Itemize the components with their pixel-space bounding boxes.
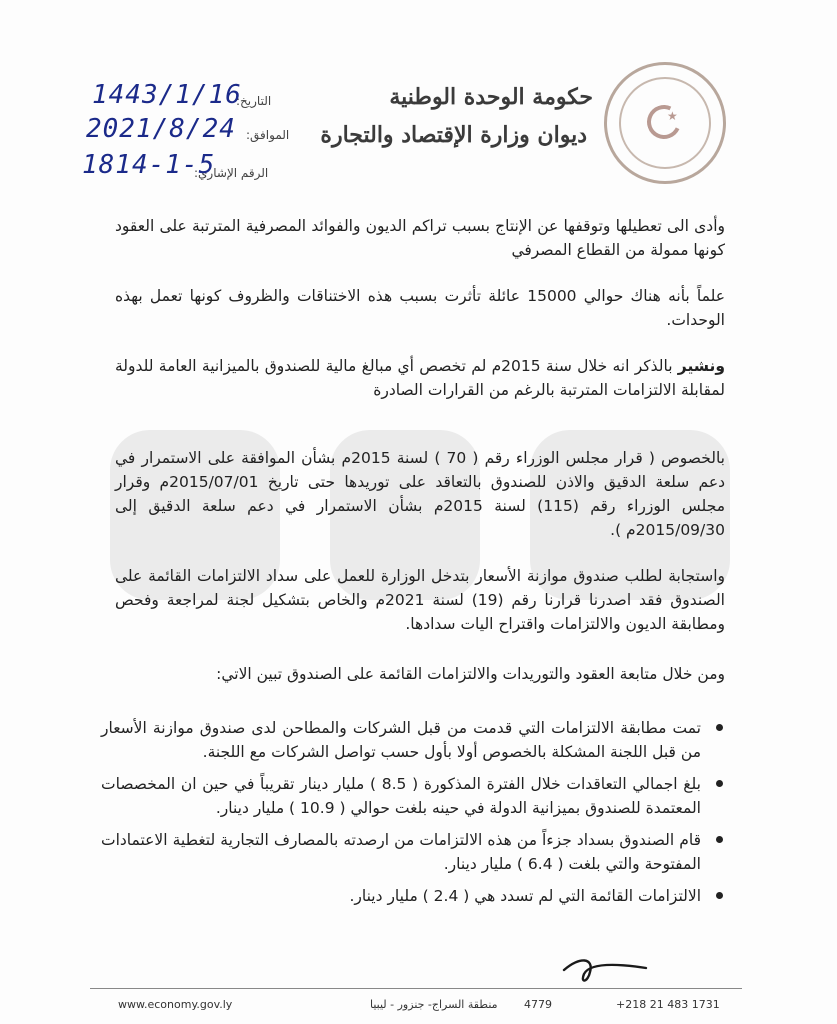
footer-divider xyxy=(90,988,742,989)
date-value: 1443/1/16 xyxy=(92,80,242,110)
list-item xyxy=(101,772,701,820)
list-item xyxy=(101,884,701,908)
paragraph-6: ومن خلال متابعة العقود والتوريدات والالتزامات القائمة على الصندوق تبين الاتي: xyxy=(216,665,725,683)
findings-list xyxy=(101,716,725,916)
paragraph-3-text: بالذكر انه خلال سنة 2015م لم تخصص أي مبالغ مالية للصندوق بالميزانية العامة للدولة لمقابلة الالتزامات المترتبة بالرغم من القرارات الصادرة xyxy=(115,357,725,399)
list-item-text: بلغ اجمالي التعاقدات خلال الفترة المذكورة ( 8.5 ) مليار دينار تقريباً في حين ان المخصصات المعتمدة للصندوق بميزانية الدولة في حينه بلغت حوالي ( 10.9 ) مليار دينار. xyxy=(101,775,701,817)
reference-label: الرقم الإشاري: xyxy=(194,166,269,180)
paragraph-1: وأدى الى تعطيلها وتوقفها عن الإنتاج بسبب تراكم الديون والفوائد المصرفية المترتبة على العقود كونها ممولة من القطاع المصرفي xyxy=(115,217,725,259)
signature-icon xyxy=(560,948,650,988)
footer-po-box: 4779 xyxy=(524,998,552,1011)
bullet-icon xyxy=(716,780,723,787)
website-link[interactable]: www.economy.gov.ly xyxy=(118,998,233,1011)
bullet-icon xyxy=(716,892,723,899)
corresponding-value: 2021/8/24 xyxy=(86,114,236,144)
bullet-icon xyxy=(716,724,723,731)
star-icon: ★ xyxy=(667,109,678,123)
paragraph-5: واستجابة لطلب صندوق موازنة الأسعار بتدخل الوزارة للعمل على سداد الالتزامات القائمة على الصندوق فقد اصدرنا قرارنا رقم (19) لسنة 2021م والخاص بتشكيل لجنة لمراجعة وفحص ومطابقة الديون والالتزامات واقتراح اليات سدادها. xyxy=(115,567,725,633)
list-item-text: الالتزامات القائمة التي لم تسدد هي ( 2.4 ) مليار دينار. xyxy=(349,887,701,905)
list-item xyxy=(101,716,701,764)
bullet-icon xyxy=(716,836,723,843)
paragraph-4: بالخصوص ( قرار مجلس الوزراء رقم ( 70 ) لسنة 2015م بشأن الموافقة على الاستمرار في دعم سلعة الدقيق والاذن للصندوق بالتعاقد على توريدها حتى تاريخ 2015/07/01م وقرار مجلس الوزراء رقم (115) لسنة 2015م بشأن الاستمرار في دعم سلعة الدقيق إلى 2015/09/30م ). xyxy=(115,449,726,539)
paragraph-3 xyxy=(115,354,725,402)
footer-phone: +218 21 483 1731 xyxy=(616,998,720,1011)
ministry-seal-icon xyxy=(604,62,726,184)
paragraph-2: علماً بأنه هناك حوالي 15000 عائلة تأثرت بسبب هذه الاختناقات والظروف كونها تعمل بهذه الوحدات. xyxy=(115,287,725,329)
footer-address: منطقة السراج- جنزور - ليبيا xyxy=(370,998,498,1011)
date-label: التاريخ: xyxy=(236,94,272,108)
paragraph-3-lead: ونشير xyxy=(677,357,725,375)
list-item-text: قام الصندوق بسداد جزءاً من هذه الالتزامات من ارصدته بالمصارف التجارية لتغطية الاعتمادات المفتوحة والتي بلغت ( 6.4 ) مليار دينار. xyxy=(101,831,701,873)
reference-value: 1814-1-5 xyxy=(82,150,216,180)
corresponding-label: الموافق: xyxy=(246,128,290,142)
list-item-text: تمت مطابقة الالتزامات التي قدمت من قبل الشركات والمطاحن لدى صندوق موازنة الأسعار من قبل اللجنة المشكلة بالخصوص أولا بأول حسب تواصل الشركات مع اللجنة. xyxy=(101,719,701,761)
ministry-title: ديوان وزارة الإقتصاد والتجارة xyxy=(320,122,587,148)
government-title: حكومة الوحدة الوطنية xyxy=(389,84,593,110)
list-item xyxy=(101,828,701,876)
